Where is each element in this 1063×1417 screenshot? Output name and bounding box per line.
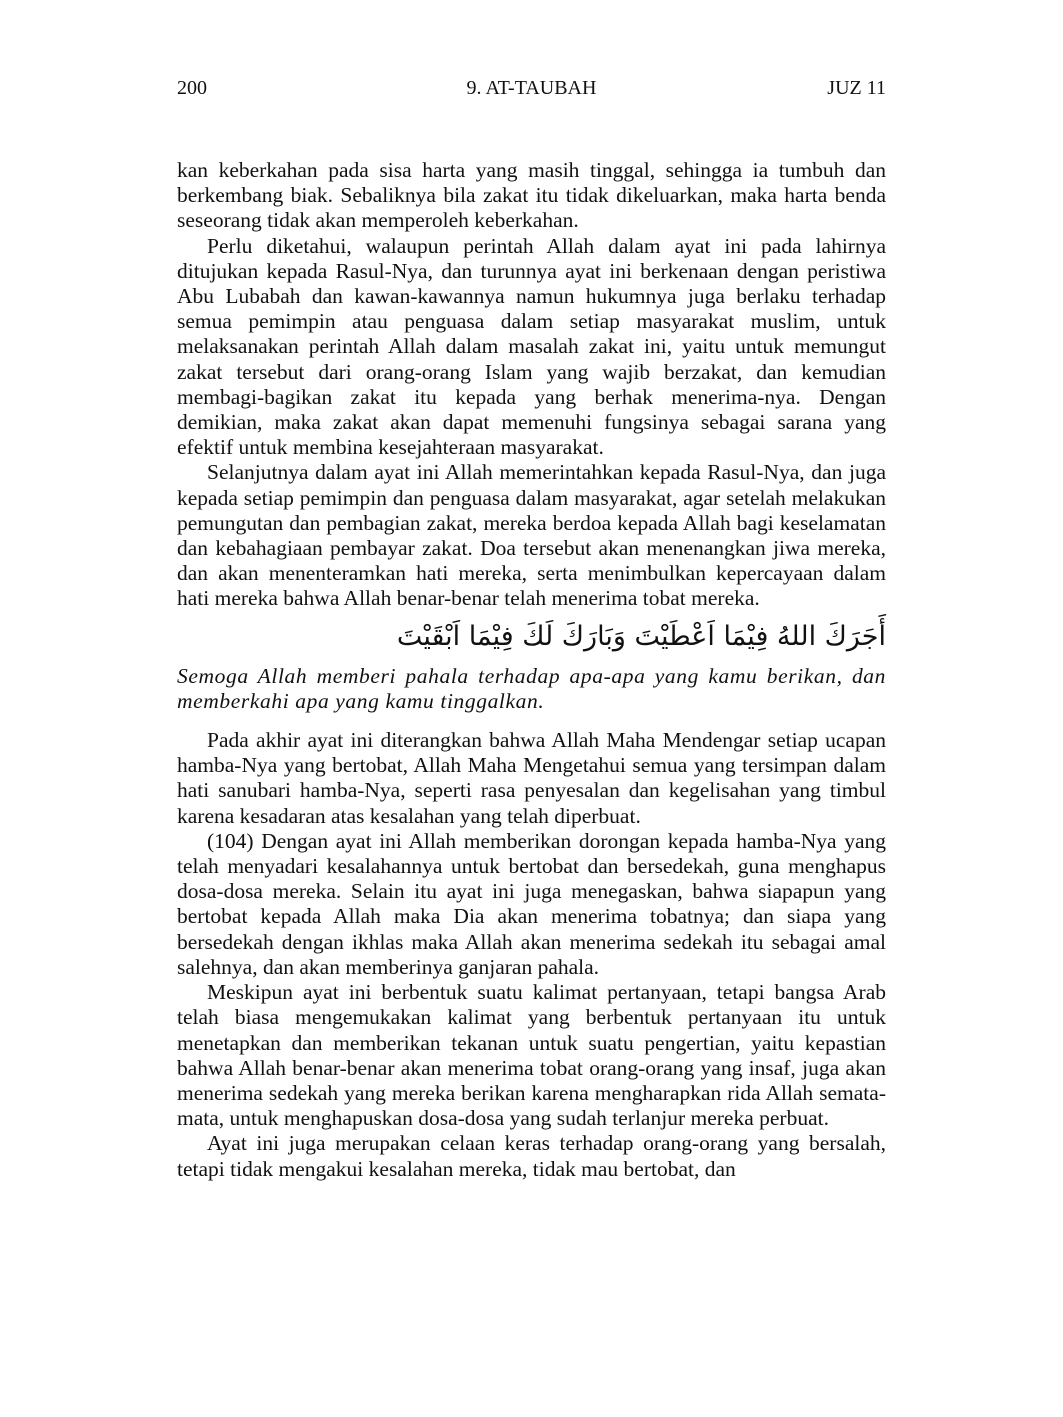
paragraph: Perlu diketahui, walaupun perintah Allah dalam ayat ini pada lahirnya ditujukan kepada Rasul-Nya, dan turunnya ayat ini berkenaan dengan peristiwa Abu Lubabah dan kawan-kawannya namun hukumnya juga berlaku terhadap semua pemimpin atau penguasa dalam setiap masyarakat muslim, untuk melaksanakan perintah Allah dalam masalah zakat ini, yaitu untuk memungut zakat tersebut dari orang-orang Islam yang wajib berzakat, dan kemudian membagi-bagikan zakat itu kepada yang berhak menerima-nya. Dengan demikian, maka zakat akan dapat memenuhi fungsinya sebagai sarana yang efektif untuk membina kesejahteraan masyarakat. — [177, 233, 886, 460]
spacer — [177, 714, 886, 728]
page-body — [177, 158, 886, 1182]
chapter-title: 9. AT-TAUBAH — [466, 77, 597, 99]
page-number: 200 — [177, 77, 207, 99]
paragraph: Selanjutnya dalam ayat ini Allah memerintahkan kepada Rasul-Nya, dan juga kepada setiap pemimpin dan penguasa dalam masyarakat, agar setelah melakukan pemungutan dan pembagian zakat, mereka berdoa kepada Allah bagi keselamatan dan kebahagiaan pembayar zakat. Doa tersebut akan menenangkan jiwa mereka, dan akan menenteramkan hati mereka, serta menimbulkan kepercayaan dalam hati mereka bahwa Allah benar-benar telah menerima tobat mereka. — [177, 460, 886, 611]
prayer-translation: Semoga Allah memberi pahala terhadap apa-apa yang kamu berikan, dan memberkahi apa yang kamu tinggalkan. — [177, 663, 886, 713]
juz-label: JUZ 11 — [827, 77, 886, 99]
arabic-prayer: أَجَرَكَ اللهُ فِيْمَا اَعْطَيْتَ وَبَارَكَ لَكَ فِيْمَا اَبْقَيْتَ — [396, 620, 886, 652]
paragraph: Ayat ini juga merupakan celaan keras terhadap orang-orang yang bersalah, tetapi tidak mengakui kesalahan mereka, tidak mau bertobat, dan — [177, 1131, 886, 1181]
paragraph: Meskipun ayat ini berbentuk suatu kalimat pertanyaan, tetapi bangsa Arab telah biasa mengemukakan kalimat yang berbentuk pertanyaan itu untuk menetapkan dan memberikan tekanan untuk suatu pengertian, yaitu kepastian bahwa Allah benar-benar akan menerima tobat orang-orang yang insaf, juga akan menerima sedekah yang mereka berikan karena mengharapkan rida Allah semata-mata, untuk menghapuskan dosa-dosa yang sudah terlanjur mereka perbuat. — [177, 980, 886, 1131]
paragraph: Pada akhir ayat ini diterangkan bahwa Allah Maha Mendengar setiap ucapan hamba-Nya yang bertobat, Allah Maha Mengetahui semua yang tersimpan dalam hati sanubari hamba-Nya, seperti rasa penyesalan dan kegelisahan yang timbul karena kesadaran atas kesalahan yang telah diperbuat. — [177, 728, 886, 828]
paragraph: (104) Dengan ayat ini Allah memberikan dorongan kepada hamba-Nya yang telah menyadari kesalahannya untuk bertobat dan bersedekah, guna menghapus dosa-dosa mereka. Selain itu ayat ini juga menegaskan, bahwa siapapun yang bertobat kepada Allah maka Dia akan menerima tobatnya; dan siapa yang bersedekah dengan ikhlas maka Allah akan menerima sedekah itu sebagai amal salehnya, dan akan memberinya ganjaran pahala. — [177, 828, 886, 979]
paragraph: kan keberkahan pada sisa harta yang masih tinggal, sehingga ia tumbuh dan berkembang biak. Sebaliknya bila zakat itu tidak dikeluarkan, maka harta benda seseorang tidak akan memperoleh keberkahan. — [177, 158, 886, 233]
page-header — [177, 74, 886, 102]
